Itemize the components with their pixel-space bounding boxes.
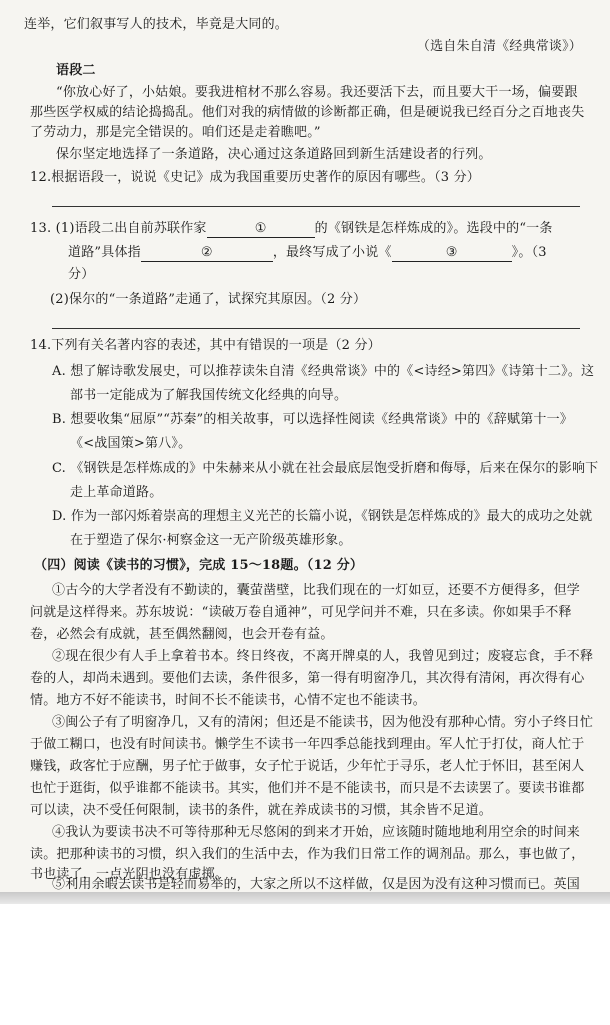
reading-text-line: 也忙于逛街，似乎谁都不能读书。其实，他们并不是不能读书，而只是不去读罢了。要读书谁都 bbox=[30, 781, 585, 796]
question-13-text: 13. (1)语段二出自前苏联作家 bbox=[30, 221, 207, 236]
answer-line bbox=[52, 328, 580, 329]
option-a-cont: 部书一定能成为了解我国传统文化经典的向导。 bbox=[70, 388, 348, 403]
blank-area bbox=[0, 904, 610, 1025]
reading-text-line: 赚钱，政客忙于应酬，男子忙于做事，女子忙于说话，少年忙于寻乐，老人忙于怀旧，甚至闲人 bbox=[30, 759, 585, 774]
passage-source: （选自朱自清《经典常谈》） bbox=[416, 39, 582, 54]
reading-text-line: 卷，必然会有成就，甚至偶然翻阅，也会开卷有益。 bbox=[30, 627, 334, 642]
excerpt-text-line: 保尔坚定地选择了一条道路，决心通过这条道路回到新生活建设者的行列。 bbox=[56, 147, 492, 162]
question-13-text: 的《钢铁是怎样炼成的》。选段中的“一条 bbox=[314, 221, 553, 236]
fill-blank-2[interactable]: ② bbox=[141, 245, 273, 262]
question-13-part2: (2)保尔的“一条道路”走通了，试探究其原因。（2 分） bbox=[50, 292, 367, 307]
reading-text-line: 书也读了，一点光阴也没有虚掷。 bbox=[30, 867, 229, 882]
reading-text-line: ②现在很少有人手上拿着书本。终日终夜，不离开牌桌的人，我曾见到过；废寝忘食，手不释 bbox=[52, 649, 594, 664]
excerpt-heading: 语段二 bbox=[56, 63, 96, 78]
question-13-part1-line bbox=[68, 244, 547, 262]
excerpt-text-line: 那些医学权威的结论捣捣乱。他们对我的病情做的诊断都正确，但是硬说我已经百分之百地丧失 bbox=[30, 105, 585, 120]
reading-text-line: ⑤利用余暇去读书是轻而易举的，大家之所以不这样做，仅是因为没有这种习惯而已。英国 bbox=[52, 877, 581, 892]
fill-blank-1[interactable]: ① bbox=[207, 221, 315, 238]
question-13-text: 分） bbox=[68, 267, 95, 282]
reading-text-line: ③闽公子有了明窗净几，又有的清闲；但还是不能读书，因为他没有那种心情。穷小子终日忙 bbox=[52, 715, 594, 730]
answer-line bbox=[52, 206, 580, 207]
reading-text-line: ④我认为要读书决不可等待那种无尽悠闲的到来才开始，应该随时随地地利用空余的时间来 bbox=[52, 825, 581, 840]
reading-text-line: 情。地方不好不能读书，时间不长不能读书，心情不定也不能读书。 bbox=[30, 693, 427, 708]
reading-text-line: 问就是这样得来。苏东坡说：“读破万卷自通神”，可见学问并不难，只在多读。你如果手不释 bbox=[30, 605, 572, 620]
question-13-text: ，最终写成了小说《 bbox=[272, 245, 392, 260]
reading-text-line: 卷的人，却尚未遇到。要他们去读，条件很多，第一得有明窗净几，其次得有清闲，再次得有心 bbox=[30, 671, 585, 686]
question-14-stem: 14.下列有关名著内容的表述，其中有错误的一项是（2 分） bbox=[30, 338, 381, 353]
reading-text-line: 可以读，决不受任何限制，读书的条件，就在养成读书的习惯，其余皆不足道。 bbox=[30, 803, 493, 818]
passage-text-line: 连举，它们叙事写人的技术，毕竟是大同的。 bbox=[24, 17, 289, 32]
option-b-cont: 《<战国策>第八》。 bbox=[70, 436, 192, 451]
question-13-part1-line bbox=[30, 220, 553, 238]
option-a: A. 想了解诗歌发展史，可以推荐读朱自清《经典常谈》中的《<诗经>第四》《诗第十二》。这 bbox=[52, 364, 595, 379]
reading-text-line: 读。把那种读书的习惯，织入我们的生活中去，作为我们日常工作的调剂品。那么，事也做了， bbox=[30, 847, 585, 862]
question-13-text: 》。（3 bbox=[511, 245, 547, 260]
excerpt-text-line: 了劳动力，那是完全错误的。咱们还是走着瞧吧。” bbox=[30, 125, 321, 140]
reading-text-line: 于做工糊口，也没有时间读书。懒学生不读书一年四季总能找到理由。军人忙于打仗，商人忙于 bbox=[30, 737, 585, 752]
option-b: B. 想要收集“屈原”“苏秦”的相关故事，可以选择性阅读《经典常谈》中的《辞赋第十一》 bbox=[52, 412, 574, 427]
excerpt-text-line: “你放心好了，小姑娘。要我进棺材不那么容易。我还要活下去，而且要大干一场，偏要跟 bbox=[56, 85, 578, 100]
option-c: C. 《钢铁是怎样炼成的》中朱赫来从小就在社会最底层饱受折磨和侮辱，后来在保尔的影响下 bbox=[52, 461, 599, 476]
page-edge-shadow bbox=[0, 892, 610, 904]
question-13-text: 道路”具体指 bbox=[68, 245, 141, 260]
option-c-cont: 走上革命道路。 bbox=[70, 485, 163, 500]
option-d-cont: 在于塑造了保尔·柯察金这一无产阶级英雄形象。 bbox=[70, 533, 352, 548]
option-d: D. 作为一部闪烁着崇高的理想主义光芒的长篇小说，《钢铁是怎样炼成的》最大的成功之处就 bbox=[52, 509, 593, 524]
reading-text-line: ①古今的大学者没有不勤读的，囊萤凿壁，比我们现在的一灯如豆，还要不方便得多，但学 bbox=[52, 583, 581, 598]
section-heading: （四）阅读《读书的习惯》，完成 15～18题。（12 分） bbox=[34, 558, 364, 573]
question-12: 12.根据语段一，说说《史记》成为我国重要历史著作的原因有哪些。（3 分） bbox=[30, 170, 480, 185]
fill-blank-3[interactable]: ③ bbox=[392, 245, 512, 262]
